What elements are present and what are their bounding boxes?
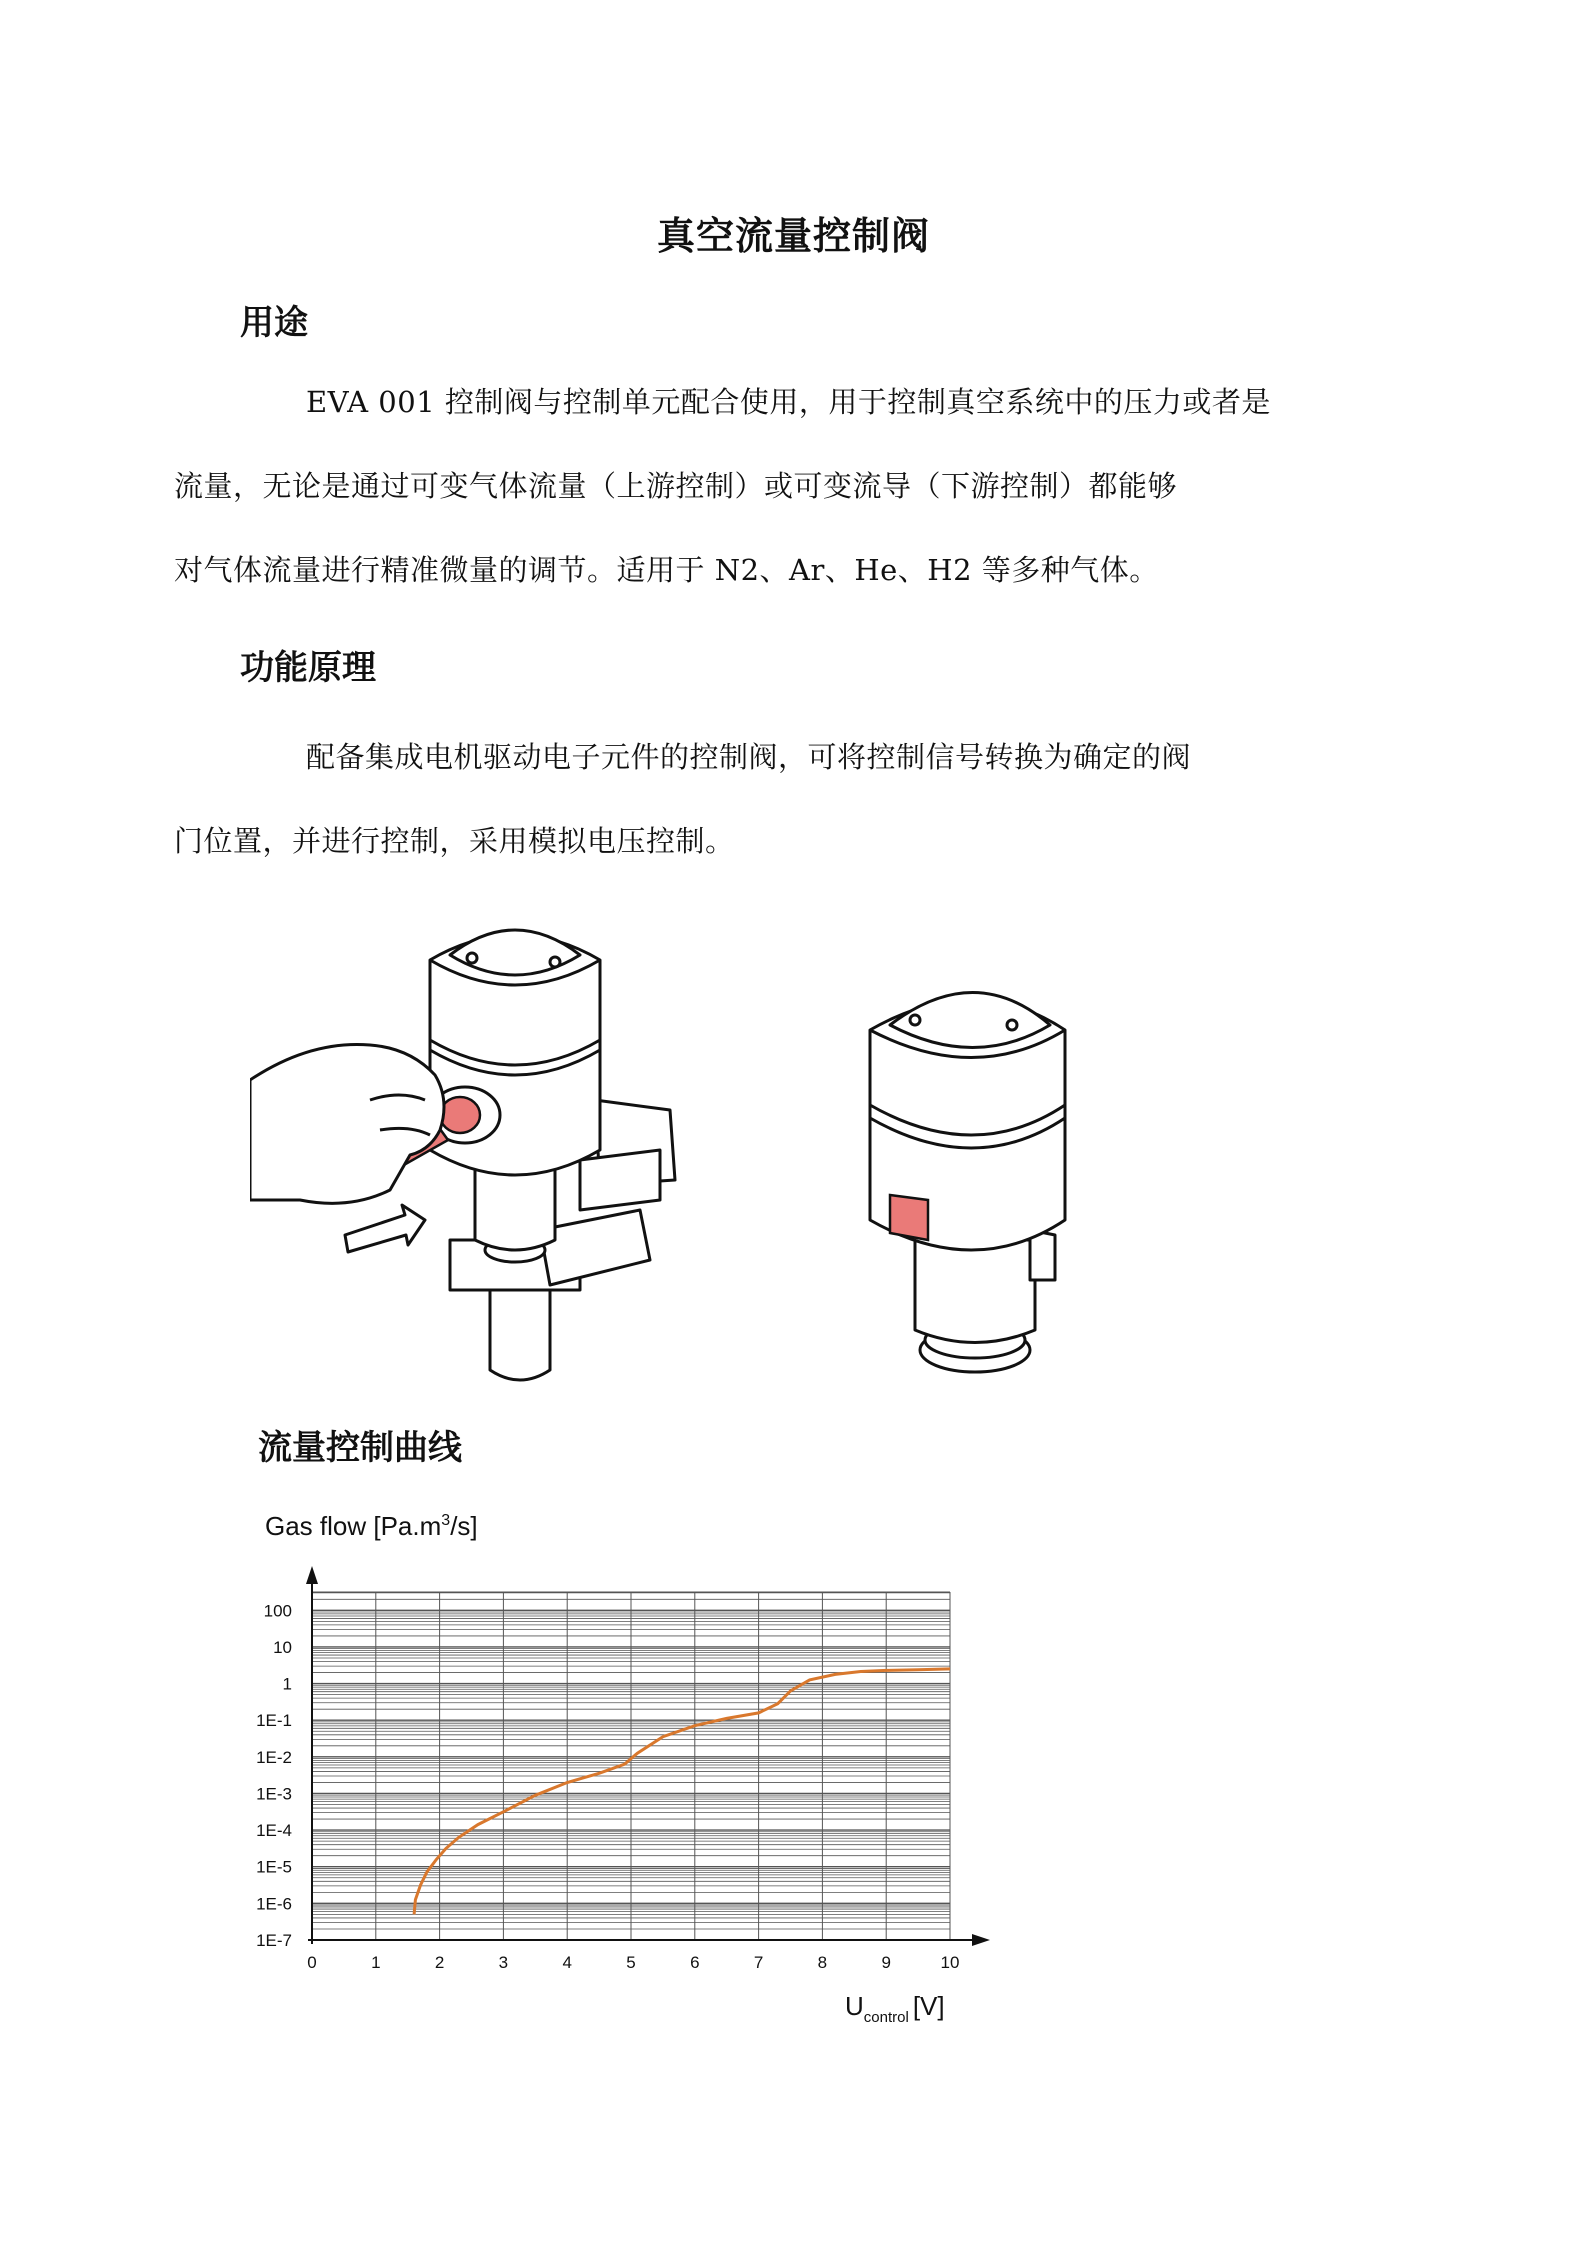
y-tick-label: 1E-1 (256, 1711, 292, 1731)
x-tick-label: 8 (817, 1953, 828, 1972)
y-tick-label: 1E-7 (256, 1931, 292, 1950)
x-tick-label: 5 (626, 1953, 636, 1972)
x-tick-label: 0 (307, 1953, 317, 1972)
x-tick-label: 6 (690, 1953, 700, 1972)
valve-hand-illustration (250, 900, 690, 1390)
x-tick-label: 7 (753, 1953, 764, 1972)
curve-heading: 流量控制曲线 (258, 1428, 462, 1468)
chart-grid (312, 1592, 950, 1940)
y-tick-label: 1E-5 (256, 1857, 292, 1877)
chart-axes (306, 1566, 990, 1946)
y-label-sup: 3 (441, 1512, 451, 1529)
chart-ticks (256, 1601, 959, 1972)
x-tick-label: 9 (881, 1953, 891, 1972)
y-axis-arrow (306, 1566, 318, 1584)
x-axis-arrow (972, 1934, 990, 1946)
usage-line-3: 对气体流量进行精准微量的调节。适用于 N2、Ar、He、H2 等多种气体。 (174, 553, 1159, 587)
y-label-suffix: /s] (450, 1511, 478, 1541)
x-tick-label: 2 (434, 1953, 445, 1972)
x-label-main: U (845, 1991, 864, 2021)
usage-line-1: EVA 001 控制阀与控制单元配合使用，用于控制真空系统中的压力或者是 (306, 385, 1271, 419)
y-tick-label: 1E-4 (256, 1821, 292, 1841)
y-tick-label: 1 (282, 1674, 292, 1694)
principle-line-2: 门位置，并进行控制，采用模拟电压控制。 (174, 824, 735, 858)
x-axis-label (845, 1991, 945, 2026)
y-label-main: Gas flow [Pa.m (265, 1511, 442, 1541)
x-label-sub: control (863, 2009, 909, 2026)
principle-heading: 功能原理 (240, 648, 376, 688)
principle-line-1: 配备集成电机驱动电子元件的控制阀，可将控制信号转换为确定的阀 (306, 740, 1192, 774)
page-title: 真空流量控制阀 (656, 213, 930, 258)
x-tick-label: 4 (562, 1953, 572, 1972)
y-tick-label: 10 (273, 1637, 292, 1657)
y-tick-label: 100 (263, 1601, 292, 1621)
x-tick-label: 1 (371, 1953, 381, 1972)
usage-line-2: 流量，无论是通过可变气体流量（上游控制）或可变流导（下游控制）都能够 (174, 469, 1178, 503)
y-tick-label: 1E-2 (256, 1747, 292, 1767)
y-tick-label: 1E-3 (256, 1784, 292, 1804)
usage-paragraph (174, 360, 1360, 612)
x-tick-label: 10 (940, 1953, 960, 1972)
x-tick-label: 3 (498, 1953, 509, 1972)
principle-paragraph (174, 715, 1360, 883)
flow-control-chart (240, 1500, 1000, 2040)
x-label-unit: [V] (912, 1991, 945, 2021)
valve-front-illustration (860, 940, 1090, 1380)
y-axis-label (265, 1511, 478, 1541)
y-tick-label: 1E-6 (256, 1894, 292, 1914)
usage-heading: 用途 (240, 303, 308, 343)
